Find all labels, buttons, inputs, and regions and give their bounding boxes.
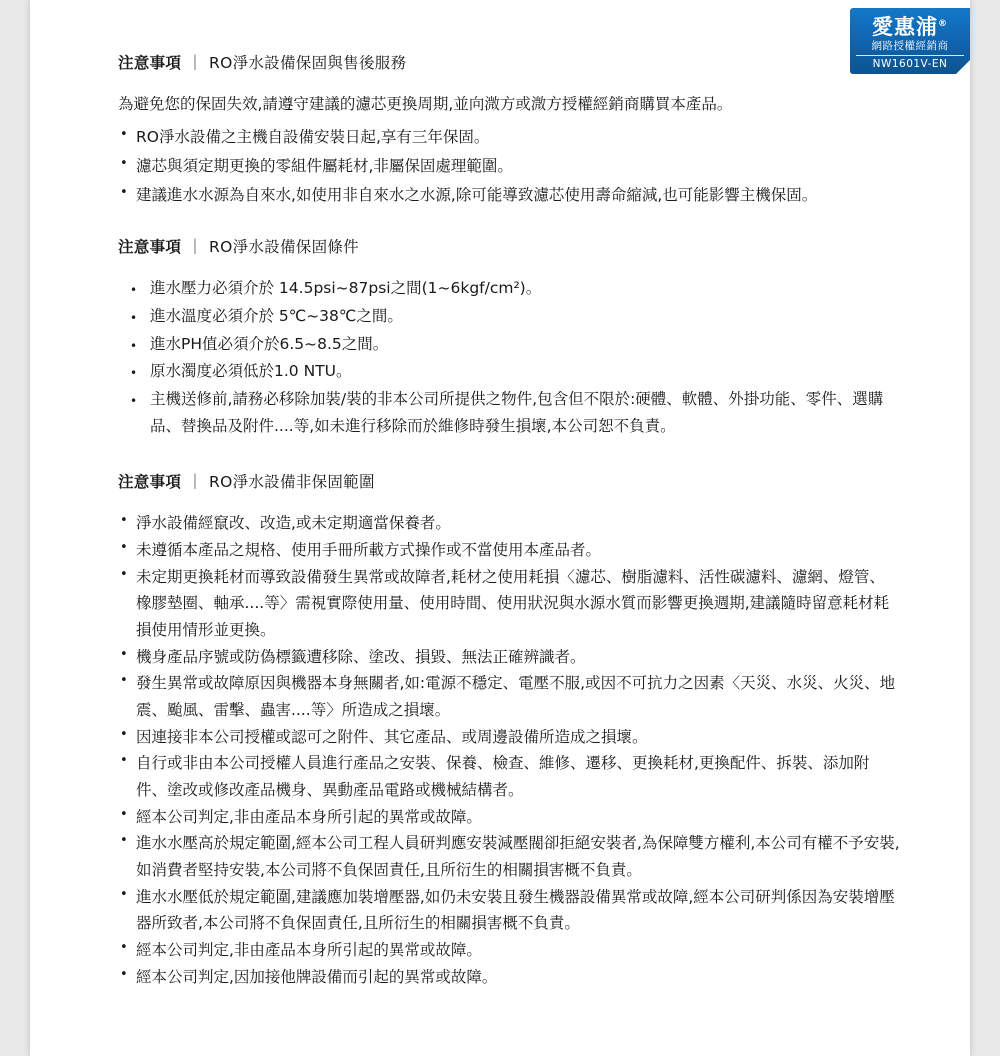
badge-corner-fold (956, 60, 970, 74)
section-subtitle: RO淨水設備保固與售後服務 (209, 54, 407, 72)
registered-mark-icon: ® (938, 19, 948, 29)
section-warranty-conditions (118, 234, 900, 439)
list-item: • 原水濁度必須低於1.0 NTU。 (128, 358, 900, 385)
brand-name: 愛惠浦® (872, 15, 948, 39)
section-title: 注意事項 (118, 238, 182, 257)
list-item: • 主機送修前,請務必移除加裝/裝的非本公司所提供之物件,包含但不限於:硬體、軟體、外掛功能、零件、選購品、替換品及附件....等,如未進行移除而於維修時發生損壞,本公司恕不負責。 (128, 386, 900, 439)
section-intro-text: 為避免您的保固失效,請遵守建議的濾芯更換周期,並向溦方或溦方授權經銷商購買本產品。 (118, 95, 733, 114)
section-title: 注意事項 (118, 473, 182, 492)
list-item: • RO淨水設備之主機自設備安裝日起,享有三年保固。 (118, 124, 900, 151)
section-subtitle: RO淨水設備保固條件 (209, 238, 359, 257)
section-heading (118, 234, 900, 261)
list-item: • 因連接非本公司授權或認可之附件、其它產品、或周邊設備所造成之損壞。 (118, 724, 900, 751)
section-warranty-service (118, 50, 900, 208)
list-item: • 進水溫度必須介於 5℃~38℃之間。 (128, 303, 900, 330)
section-heading (118, 50, 900, 77)
heading-separator: ｜ (187, 54, 204, 72)
badge-code: NW1601V-EN (856, 55, 964, 71)
list-item: • 經本公司判定,因加接他牌設備而引起的異常或故障。 (118, 964, 900, 991)
list-item: • 進水水壓高於規定範圍,經本公司工程人員研判應安裝減壓閥卻拒絕安裝者,為保障雙方權利,本公司有權不予安裝,如消費者堅持安裝,本公司將不負保固責任,且所衍生的相關損害概不負責。 (118, 830, 900, 883)
document-page (30, 0, 970, 1056)
list-item: • 淨水設備經竄改、改造,或未定期適當保養者。 (118, 510, 900, 537)
warranty-exclusions-list (118, 510, 900, 990)
authorized-dealer-badge (850, 8, 970, 74)
list-item: • 濾芯與須定期更換的零組件屬耗材,非屬保固處理範圍。 (118, 153, 900, 180)
section-title: 注意事項 (118, 54, 182, 72)
warranty-conditions-list (118, 275, 900, 439)
list-item: • 未遵循本產品之規格、使用手冊所載方式操作或不當使用本產品者。 (118, 537, 900, 564)
list-item: • 進水水壓低於規定範圍,建議應加裝增壓器,如仍未安裝且發生機器設備異常或故障,經本公司研判係因為安裝增壓器所致者,本公司將不負保固責任,且所衍生的相關損害概不負責。 (118, 884, 900, 937)
list-item: • 進水壓力必須介於 14.5psi~87psi之間(1~6kgf/cm²)。 (128, 275, 900, 302)
badge-subtitle: 網路授權經銷商 (871, 40, 949, 52)
list-item: • 發生異常或故障原因與機器本身無關者,如:電源不穩定、電壓不服,或因不可抗力之因素〈天災、水災、火災、地震、颱風、雷擊、蟲害....等〉所造成之損壞。 (118, 670, 900, 723)
list-item: • 進水PH值必須介於6.5~8.5之間。 (128, 331, 900, 358)
list-item: • 經本公司判定,非由產品本身所引起的異常或故障。 (118, 804, 900, 831)
list-item: • 自行或非由本公司授權人員進行產品之安裝、保養、檢查、維修、遷移、更換耗材,更換配件、拆裝、添加附件、塗改或修改產品機身、異動產品電路或機械結構者。 (118, 750, 900, 803)
document-content (30, 0, 970, 990)
section-subtitle: RO淨水設備非保固範圍 (209, 473, 375, 492)
warranty-service-list (118, 124, 900, 208)
section-warranty-exclusions (118, 469, 900, 990)
heading-separator: ｜ (187, 473, 204, 492)
heading-separator: ｜ (187, 238, 204, 257)
list-item: • 經本公司判定,非由產品本身所引起的異常或故障。 (118, 937, 900, 964)
list-item: • 未定期更換耗材而導致設備發生異常或故障者,耗材之使用耗損〈濾芯、樹脂濾料、活性碳濾料、濾網、燈管、橡膠墊圈、軸承....等〉需視實際使用量、使用時間、使用狀況與水源水質而影響更換週期,建議隨時留意耗材耗損使用情形並更換。 (118, 564, 900, 644)
section-heading (118, 469, 900, 496)
list-item: • 建議進水水源為自來水,如使用非自來水之水源,除可能導致濾芯使用壽命縮減,也可能影響主機保固。 (118, 182, 900, 209)
list-item: • 機身產品序號或防偽標籤遭移除、塗改、損毀、無法正確辨識者。 (118, 644, 900, 671)
